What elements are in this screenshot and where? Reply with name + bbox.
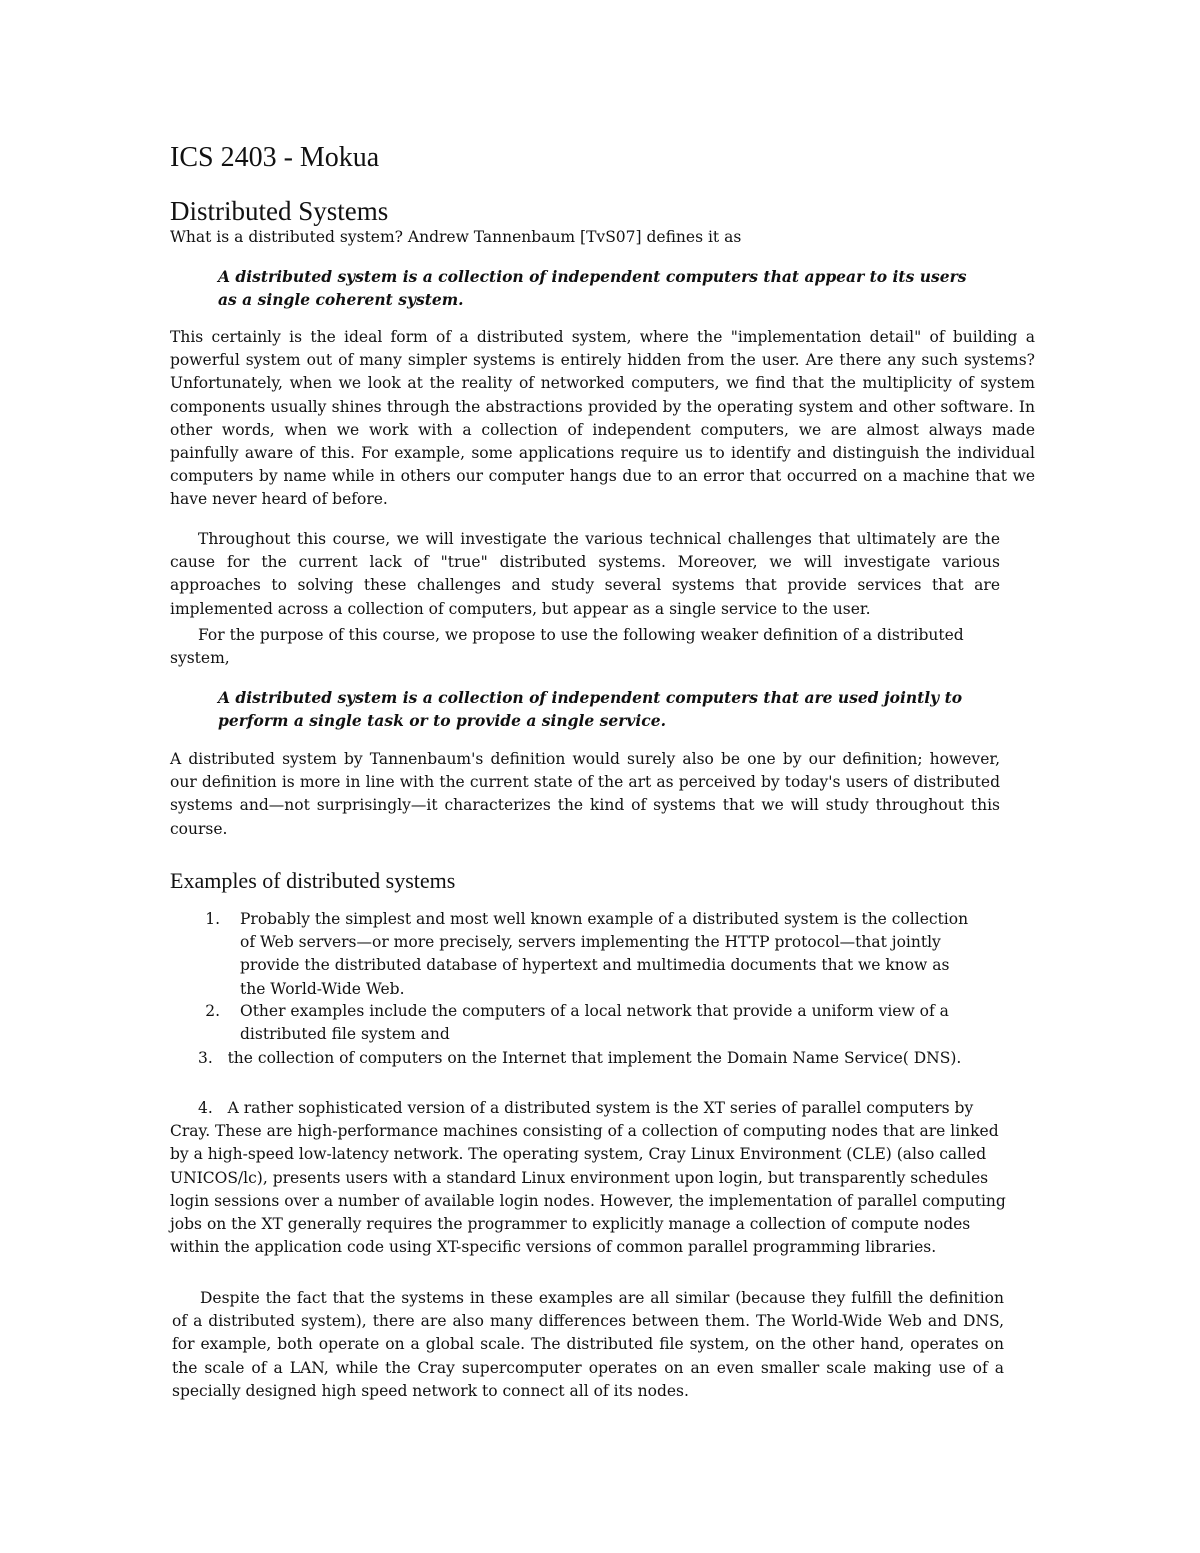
example-item: [170, 1097, 1010, 1259]
example-number: 2.: [205, 1002, 220, 1020]
paragraph-course-overview: Throughout this course, we will investigate the various technical challenges that ultimately are the cause for the current lack of "true" distributed systems. Moreover, we will investigate various approaches to solving these challenges and study several systems that provide services that are implemented across a collection of computers, but appear as a single service to the user.: [170, 530, 1000, 618]
example-item: [170, 1000, 1020, 1046]
document-title: ICS 2403 - Mokua: [170, 142, 380, 173]
paragraph-weaker-definition: For the purpose of this course, we propose to use the following weaker definition of a distributed system,: [170, 626, 964, 668]
examples-heading: Examples of distributed systems: [170, 868, 456, 893]
example-text: Other examples include the computers of a local network that provide a uniform view of a distributed file system and: [240, 1002, 949, 1044]
section-heading: Distributed Systems: [170, 196, 389, 226]
paragraph-closing: Despite the fact that the systems in these examples are all similar (because they fulfill the definition of a distributed system), there are also many differences between them. The World-Wide Web and DNS, for example, both operate on a global scale. The distributed file system, on the other hand, operates on the scale of a LAN, while the Cray supercomputer operates on an even smaller scale making use of a specially designed high speed network to connect all of its nodes.: [172, 1289, 1004, 1400]
definition-quote-tannenbaum: A distributed system is a collection of independent computers that appear to its users as a single coherent system.: [218, 267, 967, 310]
example-text: A rather sophisticated version of a distributed system is the XT series of parallel computers by Cray. These are high-performance machines consisting of a collection of computing nodes that are linked by a high-speed low-latency network. The operating system, Cray Linux Environment (CLE) (also called UNICOS/lc), presents users with a standard Linux environment upon login, but transparently schedules login sessions over a number of available login nodes. However, the implementation of parallel computing jobs on the XT generally requires the programmer to explicitly manage a collection of compute nodes within the application code using XT-specific versions of common parallel programming libraries.: [170, 1099, 1006, 1257]
definition-quote-weaker: A distributed system is a collection of independent computers that are used jointly to perform a single task or to provide a single service.: [218, 688, 963, 731]
example-number: 4.: [198, 1099, 213, 1117]
example-item: [170, 908, 1020, 1001]
example-text: the collection of computers on the Internet that implement the Domain Name Service( DNS).: [227, 1049, 962, 1067]
example-number: 1.: [205, 910, 220, 928]
paragraph-ideal-form: This certainly is the ideal form of a distributed system, where the "implementation detail" of building a powerful system out of many simpler systems is entirely hidden from the user. Are there any such systems? Unfortunately, when we look at the reality of networked computers, we find that the multiplicity of system components usually shines through the abstractions provided by the operating system and other software. In other words, when we work with a collection of independent computers, we are almost always made painfully aware of this. For example, some applications require us to identify and distinguish the individual computers by name while in others our computer hangs due to an error that occurred on a machine that we have never heard of before.: [170, 328, 1035, 509]
example-number: 3.: [198, 1049, 213, 1067]
paragraph-definition-comparison: A distributed system by Tannenbaum's definition would surely also be one by our definition; however, our definition is more in line with the current state of the art as perceived by today's users of distributed systems and—not surprisingly—it characterizes the kind of systems that we will study throughout this course.: [170, 750, 1000, 838]
intro-line: What is a distributed system? Andrew Tannenbaum [TvS07] defines it as: [170, 228, 742, 246]
example-item: [170, 1047, 1020, 1070]
example-text: Probably the simplest and most well known example of a distributed system is the collection of Web servers—or more precisely, servers implementing the HTTP protocol—that jointly provide the distributed database of hypertext and multimedia documents that we know as the World-Wide Web.: [240, 910, 969, 998]
